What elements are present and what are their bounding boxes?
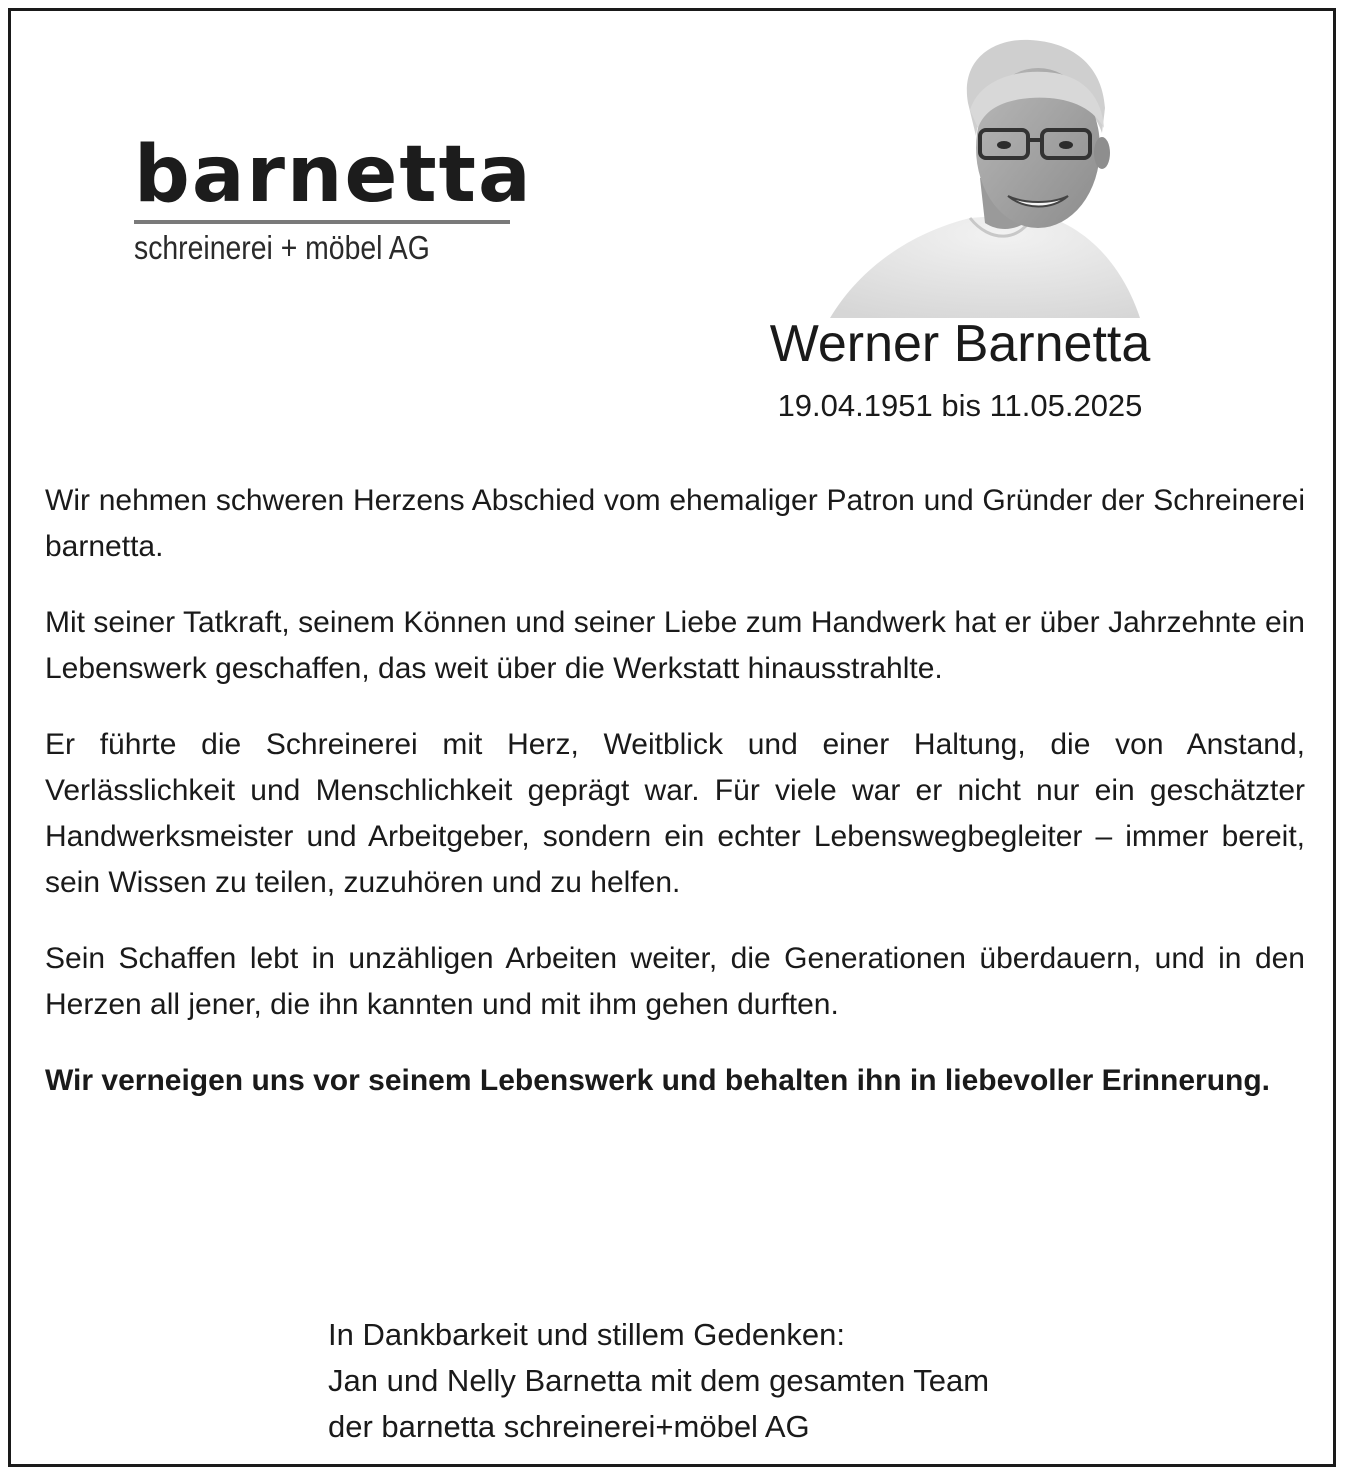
life-dates: 19.04.1951 bis 11.05.2025 [777, 388, 1143, 423]
closing-statement: Wir verneigen uns vor seinem Lebenswerk und behalten ihn in liebevoller Erinnerung. [45, 1064, 1271, 1097]
logo-wordmark: barnetta [134, 130, 533, 220]
person-name: Werner Barnetta [769, 315, 1151, 373]
signature-line: In Dankbarkeit und stillem Gedenken: [328, 1317, 845, 1352]
paragraph: Er führte die Schreinerei mit Herz, Weitblick und einer Haltung, die von Anstand, Verlässlichkeit und Menschlichkeit geprägt war. Für viele war er nicht nur ein geschätzter Handwerksmeister und Arbeitgeber, sondern ein echter Lebenswegbegleiter – immer bereit, sein Wissen zu teilen, zuzuhören und zu helfen. [45, 728, 1305, 899]
portrait-photo [820, 18, 1150, 318]
signature-line: Jan und Nelly Barnetta mit dem gesamten Team [328, 1363, 990, 1398]
signature-line: der barnetta schreinerei+möbel AG [328, 1409, 810, 1444]
paragraph: Wir nehmen schweren Herzens Abschied vom ehemaliger Patron und Gründer der Schreinerei barnetta. [45, 484, 1305, 563]
company-logo [134, 130, 533, 268]
logo-divider [134, 220, 510, 224]
signature-block [328, 1312, 1228, 1450]
notice-body [45, 478, 1305, 1134]
paragraph: Sein Schaffen lebt in unzähligen Arbeiten weiter, die Generationen überdauern, und in den Herzen all jener, die ihn kannten und mit ihm gehen durften. [45, 942, 1305, 1021]
logo-subtitle: schreinerei + möbel AG [134, 229, 430, 266]
paragraph: Mit seiner Tatkraft, seinem Können und seiner Liebe zum Handwerk hat er über Jahrzehnte ein Lebenswerk geschaffen, das weit über die Werkstatt hinausstrahlte. [45, 606, 1305, 685]
